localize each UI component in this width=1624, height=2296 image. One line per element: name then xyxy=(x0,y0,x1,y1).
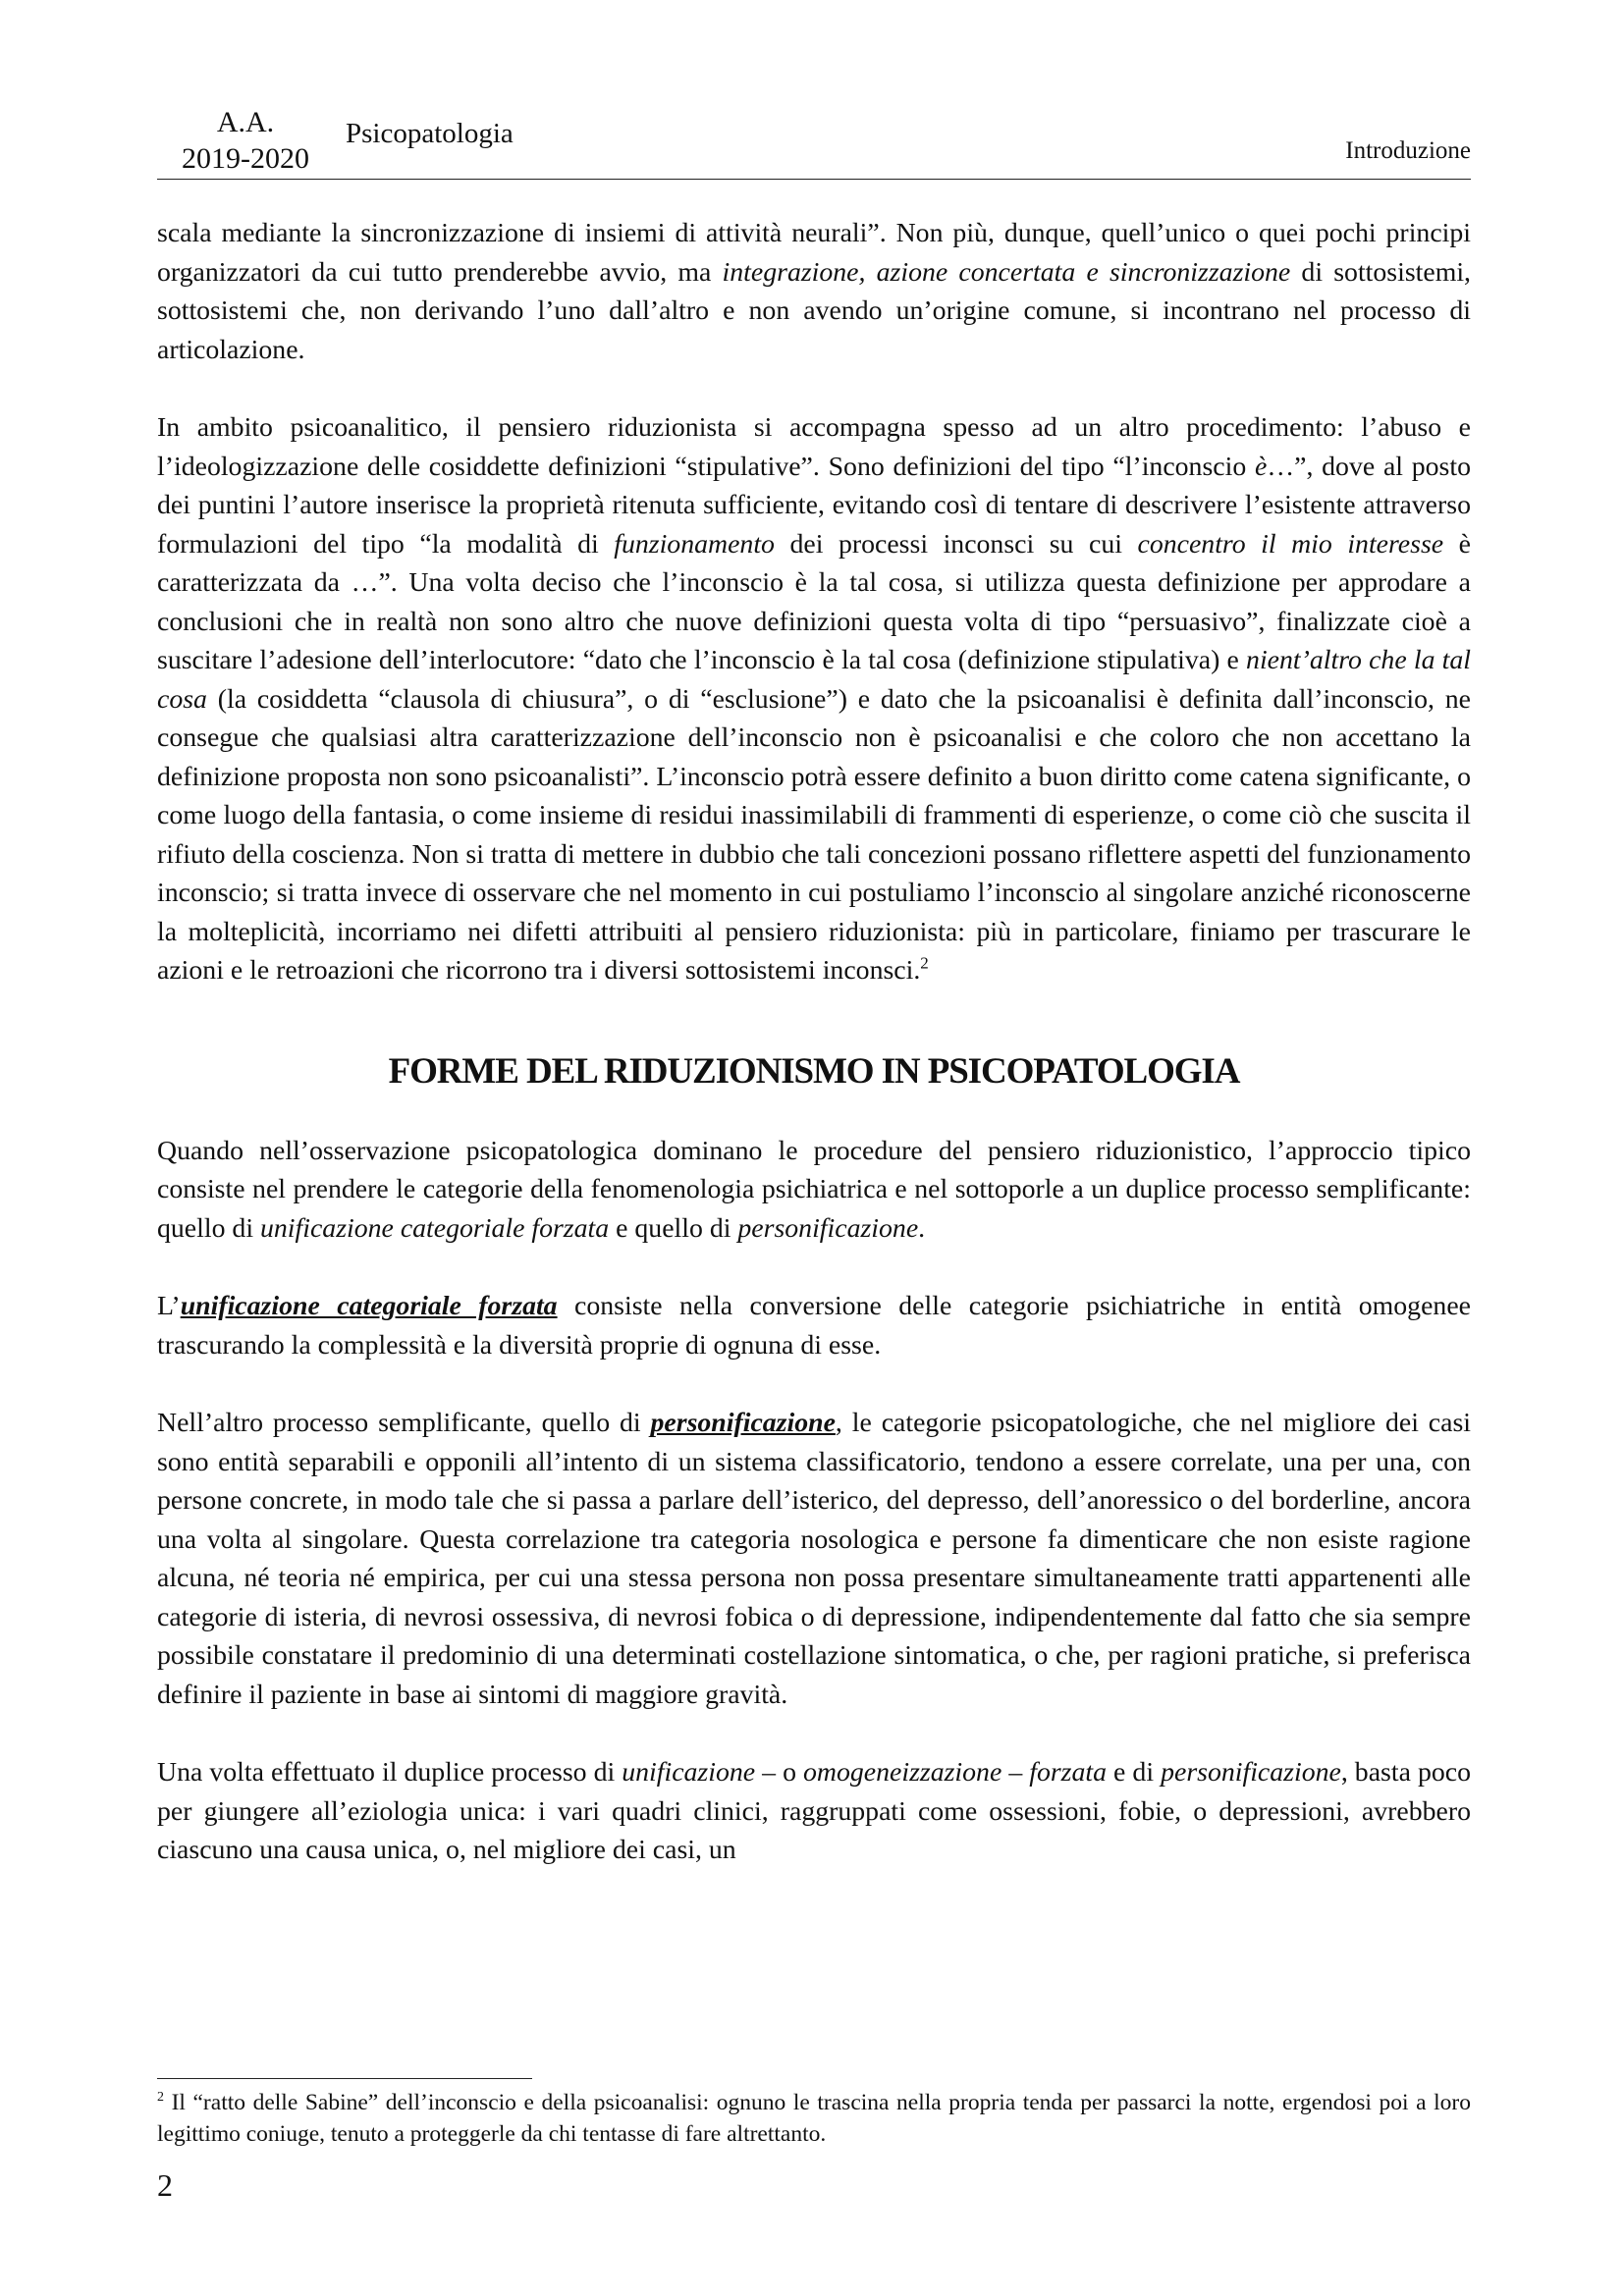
text-run: integrazione, azione concertata e sincronizzazione xyxy=(722,256,1291,288)
text-run: unificazione categoriale forzata xyxy=(260,1212,610,1244)
text-run: personificazione xyxy=(1161,1757,1341,1788)
text-run: personificazione xyxy=(650,1408,836,1438)
footnote-ref: 2 xyxy=(920,953,929,973)
section-title: Introduzione xyxy=(1345,137,1471,164)
text-run: e quello di xyxy=(609,1212,738,1244)
text-run: Una volta effettuato il duplice processo di xyxy=(157,1757,623,1788)
text-run: unificazione categoriale forzata xyxy=(180,1291,558,1321)
footnote-divider xyxy=(157,2078,532,2079)
text-run: Quando nell’osservazione psicopatologica dominano le procedure del pensiero riduzionistico, l’approccio tipico consiste nel prendere le categorie della fenomenologia psichiatrica e nel sottoporle a un duplice processo semplificante: quello di xyxy=(157,1135,1471,1244)
text-run: personificazione xyxy=(737,1212,919,1244)
text-run: , le categorie psicopatologiche, che nel migliore dei casi sono entità separabili e opponili all’intento di un sistema classificatorio, tendono a essere correlate, una per una, con persone concrete, in modo tale che si passa a parlare dell’isterico, del depresso, dell’anoressico o del borderline, ancora una volta al singolare. Questa correlazione tra categoria nosologica e persone fa dimenticare che non esiste ragione alcuna, né teoria né empirica, per cui una stessa persona non possa presentare simultaneamente tratti appartenenti alle categorie di isteria, di nevrosi ossessiva, di nevrosi fobica o di depressione, indipendentemente dal fatto che sia sempre possibile constatare il predominio di una determinati costellazione sintomatica, o che, per ragioni pratiche, si preferisca definire il paziente in base ai sintomi di maggiore gravità. xyxy=(157,1408,1472,1710)
academic-year-label: A.A. xyxy=(216,106,275,138)
footnote-ref: 2 xyxy=(157,2090,164,2106)
footnote xyxy=(157,2087,1471,2150)
course-subject: Psicopatologia xyxy=(346,118,514,149)
text-run: è caratterizzata da …”. Una volta deciso che l’inconscio è la tal cosa, si utilizza questa definizione per approdare a conclusioni che in realtà non sono altro che nuove definizioni questa volta di tipo “persuasivo”, finalizzate cioè a suscitare l’adesione dell’interlocutore: “dato che l’inconscio è la tal cosa (definizione stipulativa) e xyxy=(157,528,1471,675)
text-run: scala mediante la sincronizzazione di insiemi di attività neurali”. Non più, dunque, quell’unico o quei pochi principi organizzatori da cui tutto prenderebbe avvio, ma xyxy=(157,218,1471,288)
text-run: omogeneizzazione – forzata xyxy=(803,1757,1108,1788)
section-heading: FORME DEL RIDUZIONISMO IN PSICOPATOLOGIA xyxy=(388,1050,1240,1092)
academic-year xyxy=(167,104,324,177)
text-run: è xyxy=(1254,451,1268,482)
text-run: Nell’altro processo semplificante, quello di xyxy=(157,1408,651,1438)
text-run: Il “ratto delle Sabine” dell’inconscio e della psicoanalisi: ognuno le trascina nella propria tenda per passarci la notte, ergendosi poi a loro legittimo coniuge, tenuto a proteggerle da chi tentasse di fare altrettanto. xyxy=(157,2090,1471,2147)
text-run: nient’altro che la tal cosa xyxy=(157,645,1471,715)
paragraph-2 xyxy=(157,408,1471,990)
paragraph-1 xyxy=(157,214,1471,369)
text-run: e di xyxy=(1107,1757,1162,1788)
text-run: concentro il mio interesse xyxy=(1137,528,1444,560)
text-run: consiste nella conversione delle categorie psichiatriche in entità omogenee trascurando la complessità e la diversità proprie di ognuna di esse. xyxy=(157,1291,1471,1361)
paragraph-3 xyxy=(157,1132,1471,1249)
text-run: (la cosiddetta “clausola di chiusura”, o di “esclusione”) e dato che la psicoanalisi è definita dall’inconscio, ne consegue che qualsiasi altra caratterizzazione dell’inconscio non è psicoanalisi e che coloro che non accettano la definizione proposta non sono psicoanalisti”. L’inconscio potrà essere definito a buon diritto come catena significante, o come luogo della fantasia, o come insieme di residui inassimilabili di frammenti di esperienze, o come ciò che suscita il rifiuto della coscienza. Non si tratta di mettere in dubbio che tali concezioni possano riflettere aspetti del funzionamento inconscio; si tratta invece di osservare che nel momento in cui postuliamo l’inconscio al singolare anziché riconoscerne la molteplicità, incorriamo nei difetti attribuiti al pensiero riduzionista: più in particolare, finiamo per trascurare le azioni e le retroazioni che ricorrono tra i diversi sottosistemi inconsci. xyxy=(157,683,1471,986)
text-run: funzionamento xyxy=(614,528,775,560)
paragraph-4 xyxy=(157,1287,1471,1364)
text-run: …”, dove al posto dei puntini l’autore inserisce la proprietà ritenuta sufficiente, evitando così di tentare di descrivere l’esistente attraverso formulazioni del tipo “la modalità di xyxy=(157,451,1471,560)
text-run: . xyxy=(918,1212,926,1244)
page-number: 2 xyxy=(157,2167,173,2203)
text-run: dei processi inconsci su cui xyxy=(774,528,1138,560)
academic-year-range: 2019-2020 xyxy=(182,142,309,175)
text-run: – o xyxy=(755,1757,804,1788)
text-run: In ambito psicoanalitico, il pensiero riduzionista si accompagna spesso ad un altro procedimento: l’abuso e l’ideologizzazione delle cosiddette definizioni “stipulative”. Sono definizioni del tipo “l’inconscio xyxy=(157,412,1471,482)
text-run: di sottosistemi, sottosistemi che, non derivando l’uno dall’altro e non avendo un’origine comune, si incontrano nel processo di articolazione. xyxy=(157,256,1471,365)
paragraph-5 xyxy=(157,1404,1471,1714)
page-body xyxy=(157,214,1471,1870)
text-run: L’ xyxy=(157,1291,181,1321)
header-divider xyxy=(157,179,1471,180)
paragraph-6 xyxy=(157,1753,1471,1870)
page-header xyxy=(157,96,1471,177)
text-run: unificazione xyxy=(622,1757,756,1788)
text-run: , basta poco per giungere all’eziologia unica: i vari quadri clinici, raggruppati come ossessioni, fobie, o depressioni, avrebbero ciascuno una causa unica, o, nel migliore dei casi, un xyxy=(157,1757,1471,1865)
